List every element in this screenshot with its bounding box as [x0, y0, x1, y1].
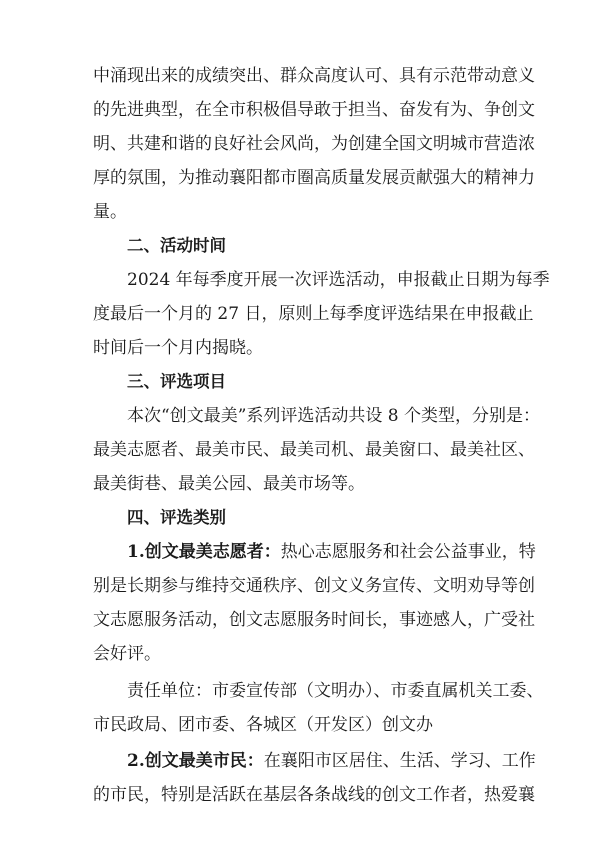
item1-line-4: 会好评。 — [93, 644, 161, 664]
section3-line-2: 最美志愿者、最美市民、最美司机、最美窗口、最美社区、 — [93, 440, 535, 460]
item1-responsible-line-2: 市民政局、团市委、各城区（开发区）创文办 — [93, 715, 433, 735]
item2-line1-rest: 在襄阳市区居住、生活、学习、工作 — [263, 751, 536, 771]
intro-line-1: 中涌现出来的成绩突出、群众高度认可、具有示范带动意义 — [93, 66, 535, 86]
section-heading-selection-categories: 四、评选类别 — [127, 508, 226, 527]
intro-line-2: 的先进典型，在全市积极倡导敢于担当、奋发有为、争创文 — [93, 100, 535, 120]
item2-line-1 — [127, 751, 536, 771]
item2-title: 2.创文最美市民： — [127, 751, 264, 771]
item1-title: 1.创文最美志愿者： — [127, 542, 281, 562]
section3-line-1: 本次“创文最美”系列评选活动共设 8 个类型，分别是： — [127, 406, 541, 426]
intro-line-4: 厚的氛围，为推动襄阳都市圈高质量发展贡献强大的精神力 — [93, 168, 535, 188]
section2-line-3: 时间后一个月内揭晓。 — [93, 338, 263, 358]
item2-line-2: 的市民，特别是活跃在基层各条战线的创文工作者，热爱襄 — [93, 785, 535, 805]
intro-line-5: 量。 — [93, 202, 127, 222]
section-heading-activity-time: 二、活动时间 — [127, 236, 226, 255]
intro-line-3: 明、共建和谐的良好社会风尚，为创建全国文明城市营造浓 — [93, 134, 535, 154]
item1-responsible-line-1: 责任单位：市委宣传部（文明办）、市委直属机关工委、 — [127, 681, 544, 701]
item1-line1-rest: 热心志愿服务和社会公益事业，特 — [280, 542, 536, 562]
item1-line-3: 文志愿服务活动，创文志愿服务时间长，事迹感人，广受社 — [93, 610, 535, 630]
item1-line-2: 别是长期参与维持交通秩序、创文义务宣传、文明劝导等创 — [93, 576, 535, 596]
section2-line-2: 度最后一个月的 27 日，原则上每季度评选结果在申报截止 — [93, 304, 534, 324]
section-heading-selection-items: 三、评选项目 — [127, 372, 226, 391]
item1-line-1 — [127, 542, 536, 562]
section3-line-3: 最美街巷、最美公园、最美市场等。 — [93, 474, 365, 494]
section2-line-1: 2024 年每季度开展一次评选活动，申报截止日期为每季 — [127, 270, 550, 290]
